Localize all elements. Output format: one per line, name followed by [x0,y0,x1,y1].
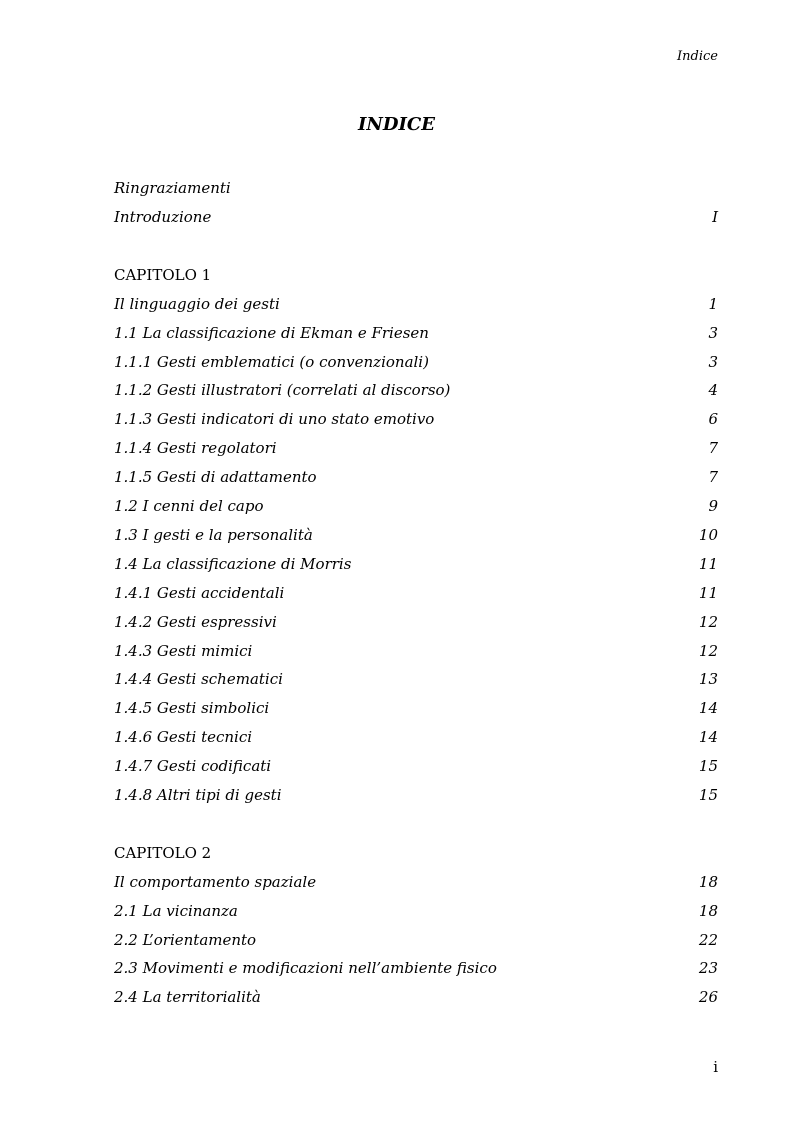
toc-entry-page: 11 [698,584,718,602]
toc-entry-page: 18 [698,902,718,920]
toc-entry [114,353,718,375]
toc-entry-title: 1.1.5 Gesti di adattamento [114,468,317,486]
toc-entry-title: 1.4.2 Gesti espressivi [114,613,277,631]
toc-entry [114,699,718,721]
toc-entry-page: 13 [698,670,718,688]
toc-entry-title: 2.1 La vicinanza [114,902,238,920]
toc-entry-page: 1 [708,295,718,313]
toc-entry [114,468,718,490]
toc-entry [114,873,718,895]
toc-entry-title: 1.4.4 Gesti schematici [114,670,283,688]
toc-entry-page: 22 [698,931,718,949]
toc-entry-title: 1.1.4 Gesti regolatori [114,439,277,457]
toc-entry [114,584,718,606]
toc-entry-title: 1.4.1 Gesti accidentali [114,584,285,602]
toc-entry-page: 9 [708,497,718,515]
toc-entry-title: 1.1.2 Gesti illustratori (correlati al discorso) [114,381,451,399]
toc-entry-page: 15 [698,786,718,804]
toc-chapter-heading [114,844,718,866]
toc-entry-title: 1.1.3 Gesti indicatori di uno stato emotivo [114,410,435,428]
toc-entry-page: 10 [698,526,718,544]
toc-entry-page: 3 [708,324,718,342]
toc-entry [114,324,718,346]
toc-entry-page: 4 [708,381,718,399]
toc-entry-page: 7 [708,439,718,457]
toc-entry-page: 3 [708,353,718,371]
toc-entry [114,786,718,808]
toc-entry-title: Introduzione [114,208,212,226]
toc-entry-title: 1.4.7 Gesti codificati [114,757,272,775]
toc-entry [114,988,718,1010]
toc-entry-title: 1.1.1 Gesti emblematici (o convenzionali) [114,353,429,371]
toc-chapter-heading [114,266,718,288]
toc-entry-title: 1.1 La classificazione di Ekman e Friesen [114,324,429,342]
toc-entry-title: CAPITOLO 1 [114,266,212,284]
toc-entry-title: 1.2 I cenni del capo [114,497,264,515]
toc-entry-title: 2.4 La territorialità [114,988,261,1006]
toc-entry [114,555,718,577]
toc-entry [114,959,718,981]
toc-entry-title: Il comportamento spaziale [114,873,317,891]
toc-entry-title: 2.3 Movimenti e modificazioni nell’ambiente fisico [114,959,497,977]
toc-entry [114,613,718,635]
toc-entry [114,439,718,461]
toc-entry-title: 1.3 I gesti e la personalità [114,526,313,544]
toc-entry-title: Il linguaggio dei gesti [114,295,280,313]
toc-entry-page: 14 [698,699,718,717]
toc-entry-title: CAPITOLO 2 [114,844,212,862]
toc-entry-title: 1.4 La classificazione di Morris [114,555,352,573]
toc-entry-title: 1.4.8 Altri tipi di gesti [114,786,282,804]
toc-entry [114,902,718,924]
toc-entry-title: Ringraziamenti [114,179,231,197]
toc-entry-page: 7 [708,468,718,486]
toc-entry-page: 18 [698,873,718,891]
toc-entry [114,728,718,750]
toc-entry-page: 15 [698,757,718,775]
toc-entry-page: 23 [698,959,718,977]
toc-entry-page: 26 [698,988,718,1006]
page-number: i [713,1058,718,1076]
toc-entry [114,931,718,953]
toc-entry-title: 1.4.5 Gesti simbolici [114,699,270,717]
toc-entry-page: 12 [698,613,718,631]
toc-entry [114,410,718,432]
running-header: Indice [677,49,718,64]
toc-entry-page: 14 [698,728,718,746]
toc-entry-page: 12 [698,642,718,660]
toc-entry-page: 11 [698,555,718,573]
toc-entry [114,381,718,403]
toc-entry [114,295,718,317]
toc-entry [114,757,718,779]
toc-entry [114,497,718,519]
toc-entry-title: 1.4.3 Gesti mimici [114,642,253,660]
toc-entry-title: 1.4.6 Gesti tecnici [114,728,253,746]
toc-entry-page: 6 [708,410,718,428]
toc-entry-title: 2.2 L’orientamento [114,931,257,949]
page-title: INDICE [358,114,435,135]
toc-entry-page: I [712,208,718,226]
toc-entry [114,526,718,548]
toc-entry [114,670,718,692]
toc-entry [114,179,718,201]
toc-entry [114,642,718,664]
toc-entry [114,208,718,230]
